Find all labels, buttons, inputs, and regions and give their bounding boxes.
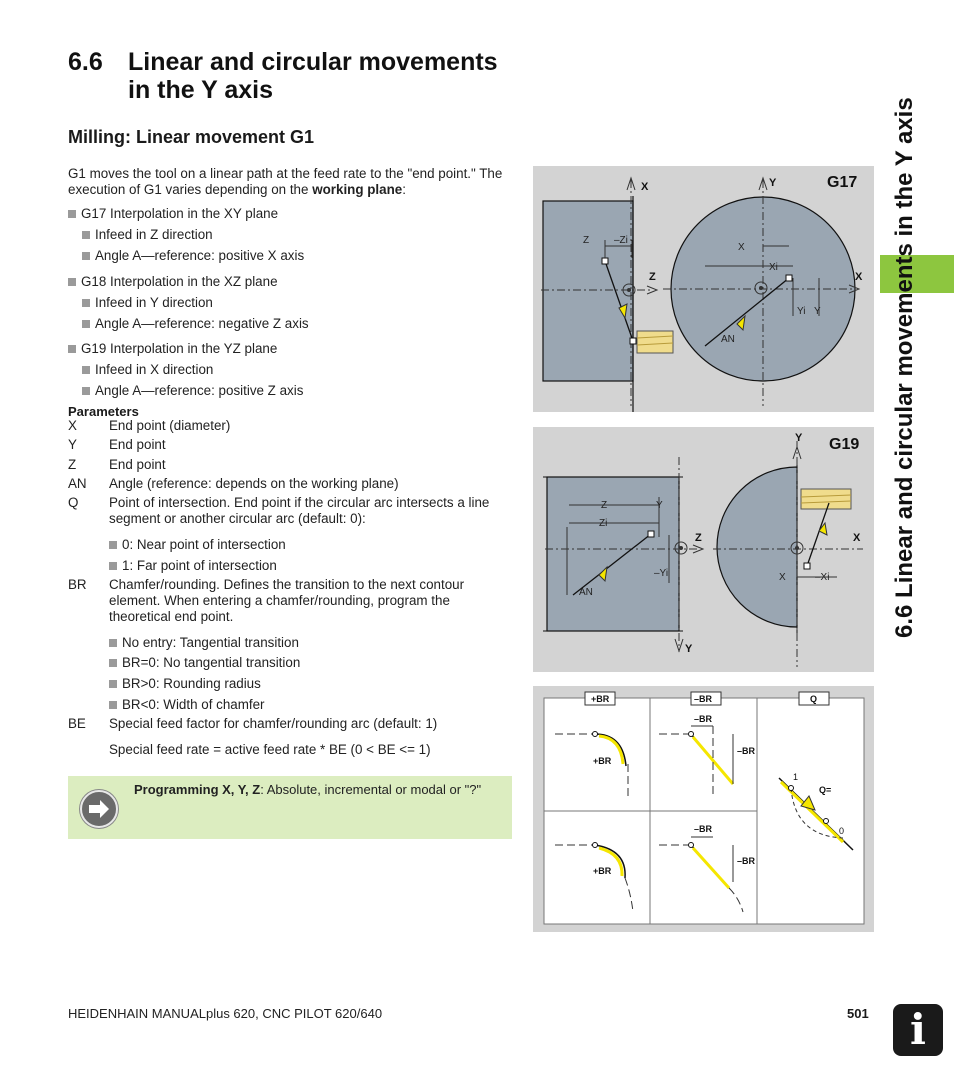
figure-br-q <box>533 686 874 932</box>
note-text <box>134 782 504 798</box>
param-key: Y <box>68 437 77 452</box>
param-row <box>68 457 508 473</box>
g19-label-y: Y <box>656 500 663 511</box>
param-key: AN <box>68 476 87 491</box>
g17-label-y: Y <box>814 306 821 317</box>
q-option: 0: Near point of intersection <box>109 537 286 552</box>
g19-axis-z: Z <box>695 532 702 544</box>
header-q: Q <box>810 694 818 704</box>
plane-g17: G17 Interpolation in the XY plane <box>68 206 278 221</box>
label-minus-br-2: –BR <box>737 746 756 756</box>
g17-label-xi: Xi <box>769 262 778 273</box>
g17-label-x: X <box>738 242 745 253</box>
param-row <box>68 476 508 492</box>
param-key: BR <box>68 577 87 592</box>
g17-label-an: AN <box>721 334 735 345</box>
param-key: X <box>68 418 77 433</box>
footer-text: HEIDENHAIN MANUALplus 620, CNC PILOT 620/640 <box>68 1006 383 1021</box>
g19-label-zi: Zi <box>599 518 608 529</box>
subheading: Milling: Linear movement G1 <box>68 127 315 147</box>
g19-label-myi: –Yi <box>654 568 669 579</box>
param-desc: End point (diameter) <box>109 418 231 433</box>
param-key: Q <box>68 495 79 510</box>
q-option: 1: Far point of intersection <box>109 558 277 573</box>
header-minus-br: –BR <box>694 694 713 704</box>
param-key: Z <box>68 457 77 472</box>
g17-label-z: Z <box>583 235 590 246</box>
page-title <box>68 48 498 104</box>
plane-g18-item: Infeed in Y direction <box>82 295 213 310</box>
g19-label-x: X <box>779 572 786 583</box>
g17-axis-y: Y <box>769 177 777 189</box>
param-desc: Chamfer/rounding. Defines the transition to the next contour element. When entering a chamfer/rounding, program the theoretical end point. <box>109 577 465 624</box>
param-desc: Point of intersection. End point if the circular arc intersects a line segment or another circular arc (default: 0): <box>109 495 490 526</box>
g19-axis-x: X <box>853 532 861 544</box>
label-minus-br-3: –BR <box>694 824 713 834</box>
note-body: : Absolute, incremental or modal or "?" <box>260 782 482 797</box>
arrow-right-icon <box>80 790 118 828</box>
g17-axis-x2: X <box>855 271 863 283</box>
br-option: BR<0: Width of chamfer <box>109 697 265 712</box>
param-row <box>68 716 508 732</box>
figure-g19 <box>533 427 874 672</box>
g19-label-z: Z <box>601 500 608 511</box>
br-option: BR=0: No tangential transition <box>109 655 300 670</box>
param-desc: Angle (reference: depends on the working plane) <box>109 476 399 491</box>
param-row <box>68 495 508 527</box>
param-desc: End point <box>109 437 166 452</box>
g19-label-an: AN <box>579 587 593 598</box>
plane-g17-item: Angle A—reference: positive X axis <box>82 248 304 263</box>
parameters-heading: Parameters <box>68 404 139 419</box>
g17-label-zi: –Zi <box>614 235 628 246</box>
plane-g18: G18 Interpolation in the XZ plane <box>68 274 278 289</box>
br-option: BR>0: Rounding radius <box>109 676 261 691</box>
g19-title: G19 <box>829 436 860 453</box>
label-q-1: 1 <box>793 772 799 782</box>
be-formula-row <box>68 742 508 758</box>
label-q-eq: Q= <box>819 785 832 795</box>
header-plus-br: +BR <box>591 694 610 704</box>
intro-end: : <box>402 182 406 197</box>
info-i-icon: i <box>893 1004 943 1056</box>
g19-label-mxi: –Xi <box>815 572 830 583</box>
intro-bold: working plane <box>312 182 403 197</box>
intro-text: G1 moves the tool on a linear path at the feed rate to the "end point." The execution of G1 varies depending on the <box>68 166 503 197</box>
param-row <box>68 437 508 453</box>
plane-g19-item: Infeed in X direction <box>82 362 213 377</box>
intro-paragraph <box>68 166 513 198</box>
label-q-0: 0 <box>839 826 845 836</box>
g17-axis-x: X <box>641 181 649 193</box>
label-plus-br-2: +BR <box>593 866 612 876</box>
g19-axis-y: Y <box>795 432 803 444</box>
g19-axis-y-bottom: Y <box>685 643 693 655</box>
page-number: 501 <box>847 1006 869 1021</box>
param-row <box>68 418 508 434</box>
param-desc: Special feed factor for chamfer/rounding arc (default: 1) <box>109 716 438 731</box>
param-row <box>68 577 508 625</box>
title-line-1: Linear and circular movements <box>128 48 498 76</box>
figure-g17 <box>533 166 874 412</box>
g17-label-yi: Yi <box>797 306 806 317</box>
plane-g18-item: Angle A—reference: negative Z axis <box>82 316 309 331</box>
br-option: No entry: Tangential transition <box>109 635 299 650</box>
note-bold: Programming X, Y, Z <box>134 782 261 797</box>
param-desc: End point <box>109 457 166 472</box>
plane-g17-item: Infeed in Z direction <box>82 227 213 242</box>
param-key: BE <box>68 716 86 731</box>
label-minus-br-4: –BR <box>737 856 756 866</box>
g17-title: G17 <box>827 174 858 191</box>
be-formula: Special feed rate = active feed rate * BE (0 < BE <= 1) <box>109 742 431 757</box>
label-minus-br-1: –BR <box>694 714 713 724</box>
section-number: 6.6 <box>68 48 103 76</box>
plane-g19: G19 Interpolation in the YZ plane <box>68 341 277 356</box>
plane-g19-item: Angle A—reference: positive Z axis <box>82 383 303 398</box>
title-line-2: in the Y axis <box>128 76 273 104</box>
note-box <box>68 776 512 839</box>
g17-axis-z: Z <box>649 271 656 283</box>
label-plus-br-1: +BR <box>593 756 612 766</box>
